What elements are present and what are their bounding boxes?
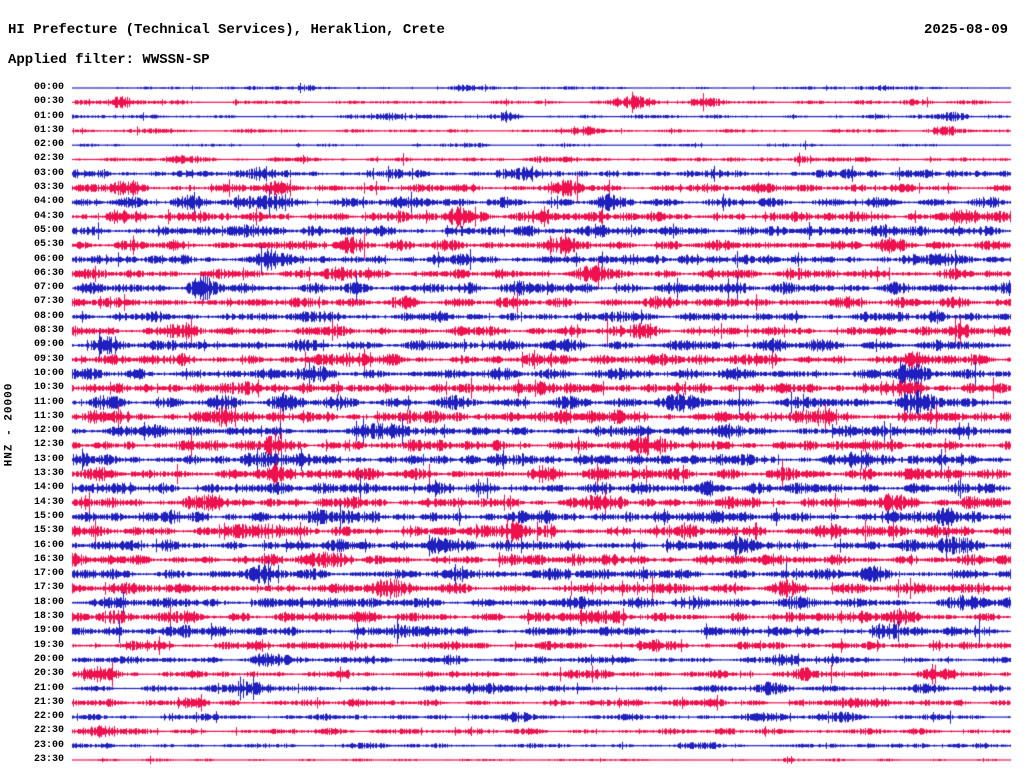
time-tick-label: 02:30	[33, 153, 64, 165]
time-axis	[0, 0, 64, 780]
applied-filter-label: Applied filter: WWSSN-SP	[8, 52, 210, 68]
time-tick-label: 02:00	[33, 139, 64, 151]
time-tick-label: 16:30	[33, 553, 64, 565]
time-tick-label: 20:30	[33, 668, 64, 680]
time-tick-label: 10:30	[33, 382, 64, 394]
time-tick-label: 09:30	[33, 353, 64, 365]
time-tick-label: 16:00	[33, 539, 64, 551]
time-tick-label: 03:00	[33, 167, 64, 179]
time-tick-label: 00:00	[33, 82, 64, 93]
time-tick-label: 01:00	[33, 110, 64, 122]
time-tick-label: 15:00	[33, 510, 64, 522]
time-tick-label: 08:00	[33, 310, 64, 322]
time-tick-label: 21:00	[33, 682, 64, 694]
time-tick-label: 18:00	[33, 596, 64, 608]
time-tick-label: 11:30	[33, 410, 64, 422]
time-tick-label: 00:30	[33, 96, 64, 108]
time-tick-label: 07:30	[33, 296, 64, 308]
time-tick-label: 11:00	[33, 396, 64, 408]
time-tick-label: 22:00	[33, 711, 64, 723]
time-tick-label: 13:30	[33, 468, 64, 480]
time-tick-label: 14:30	[33, 496, 64, 508]
time-tick-label: 04:00	[33, 196, 64, 208]
time-tick-label: 12:00	[33, 425, 64, 437]
time-tick-label: 01:30	[33, 124, 64, 136]
time-tick-label: 19:00	[33, 625, 64, 637]
time-tick-label: 17:00	[33, 568, 64, 580]
channel-scale-label: HNZ - 20000	[3, 382, 16, 467]
time-tick-label: 17:30	[33, 582, 64, 594]
page-title: HI Prefecture (Technical Services), Heraklion, Crete	[8, 22, 445, 38]
time-tick-label: 09:00	[33, 339, 64, 351]
time-tick-label: 06:30	[33, 267, 64, 279]
time-tick-label: 14:00	[33, 482, 64, 494]
time-tick-label: 23:30	[33, 754, 64, 765]
time-tick-label: 15:30	[33, 525, 64, 537]
time-tick-label: 20:00	[33, 653, 64, 665]
time-tick-label: 10:00	[33, 367, 64, 379]
time-tick-label: 23:00	[33, 739, 64, 751]
time-tick-label: 12:30	[33, 439, 64, 451]
time-tick-label: 03:30	[33, 182, 64, 194]
time-tick-label: 04:30	[33, 210, 64, 222]
time-tick-label: 05:00	[33, 224, 64, 236]
date-label: 2025-08-09	[923, 22, 1008, 38]
time-tick-label: 21:30	[33, 696, 64, 708]
time-tick-label: 19:30	[33, 639, 64, 651]
time-tick-label: 08:30	[33, 325, 64, 337]
time-tick-label: 18:30	[33, 611, 64, 623]
time-tick-label: 05:30	[33, 239, 64, 251]
time-tick-label: 07:00	[33, 282, 64, 294]
time-tick-label: 22:30	[33, 725, 64, 737]
time-tick-label: 13:00	[33, 453, 64, 465]
time-tick-label: 06:00	[33, 253, 64, 265]
